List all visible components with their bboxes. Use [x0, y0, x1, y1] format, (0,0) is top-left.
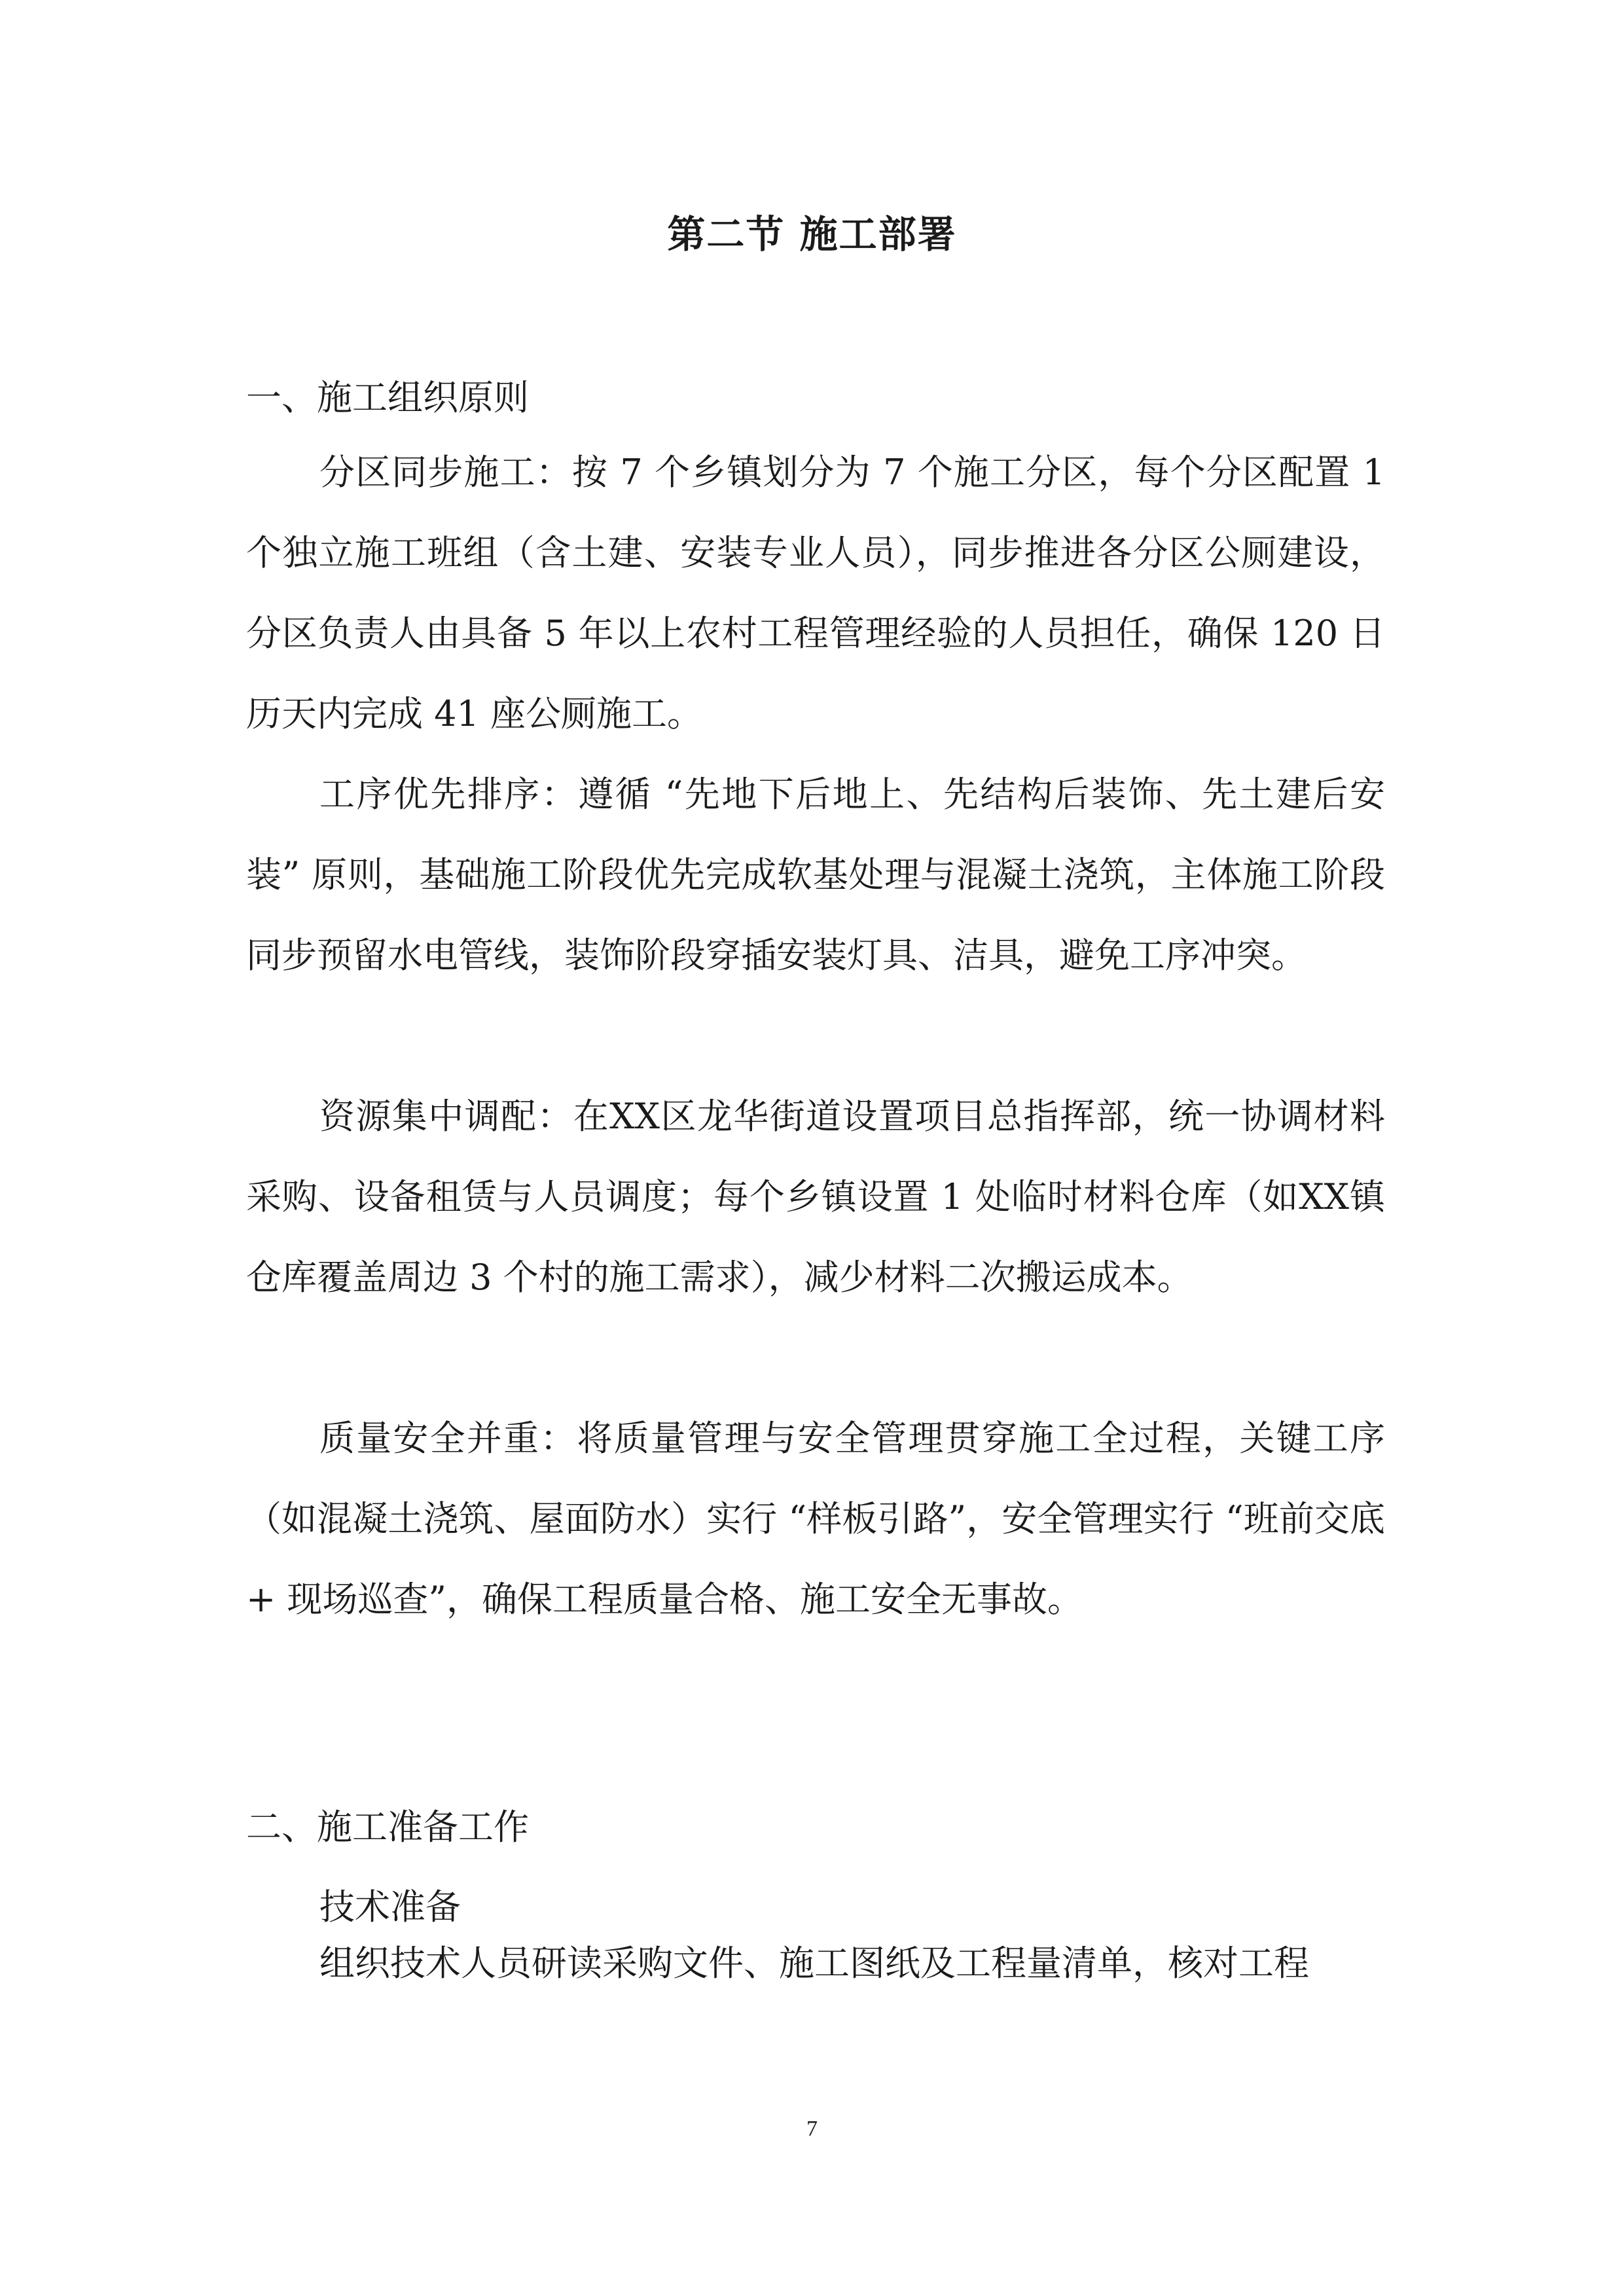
paragraph-zoned-synchronous-construction: 分区同步施工：按 7 个乡镇划分为 7 个施工分区，每个分区配置 1 个独立施工班组（含土建、安装专业人员），同步推进各分区公厕建设，分区负责人由具备 5 年以上农村工程管理经验的人员担任，确保 120 日历天内完成 41 座公厕施工。	[246, 452, 1385, 734]
paragraph-process-priority-sequencing: 工序优先排序：遵循 “先地下后地上、先结构后装饰、先土建后安装” 原则，基础施工阶段优先完成软基处理与混凝土浇筑，主体施工阶段同步预留水电管线，装饰阶段穿插安装灯具、洁具，避免工序冲突。	[246, 774, 1385, 976]
page-number: 7	[806, 2117, 818, 2141]
paragraph-technical-preparation: 组织技术人员研读采购文件、施工图纸及工程量清单，核对工程	[319, 1943, 1309, 1984]
heading-construction-preparation: 二、施工准备工作	[246, 1806, 529, 1848]
subheading-technical-preparation: 技术准备	[319, 1886, 461, 1928]
paragraph-centralized-resource-allocation: 资源集中调配：在XX区龙华街道设置项目总指挥部，统一协调材料采购、设备租赁与人员调度；每个乡镇设置 1 处临时材料仓库（如XX镇仓库覆盖周边 3 个村的施工需求），减少材料二次搬运成本。	[246, 1096, 1385, 1298]
paragraph-quality-and-safety: 质量安全并重：将质量管理与安全管理贯穿施工全过程，关键工序（如混凝土浇筑、屋面防水）实行 “样板引路”，安全管理实行 “班前交底 + 现场巡查”，确保工程质量合格、施工安全无事故。	[246, 1418, 1385, 1620]
section-title: 第二节 施工部署	[667, 212, 957, 257]
heading-construction-organization-principles: 一、施工组织原则	[246, 377, 529, 418]
